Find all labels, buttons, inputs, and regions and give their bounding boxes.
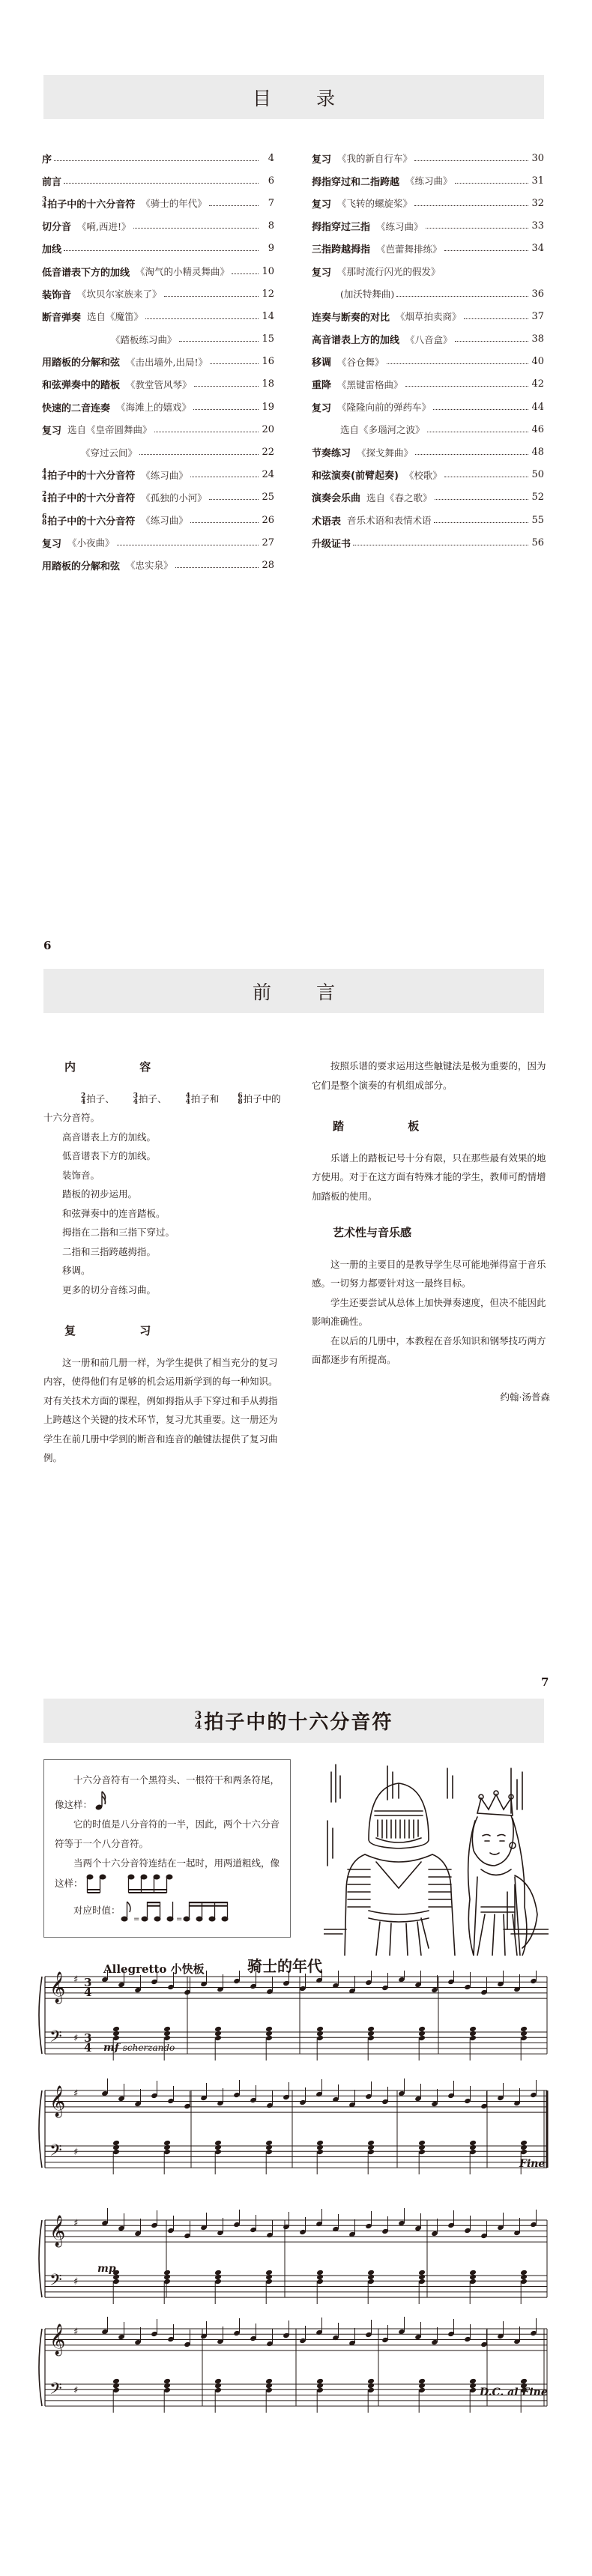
toc-entry[interactable]	[312, 396, 544, 418]
toc-entry[interactable]	[42, 373, 274, 396]
toc-subtitle: 《飞转的螺旋桨》	[337, 198, 413, 210]
toc-heading: 术语表	[312, 515, 342, 527]
time-signature-fraction: 4 4	[42, 468, 47, 482]
toc-page-number: 36	[531, 288, 544, 300]
content-list-item: 踏板的初步运用。	[62, 1188, 138, 1200]
toc-page-number: 52	[531, 492, 544, 504]
toc-heading: 连奏与断奏的对比	[312, 312, 390, 324]
dot-leader	[175, 567, 259, 568]
lesson-title-bar	[43, 1699, 544, 1743]
dot-leader	[415, 454, 528, 455]
fine-marking: Fine	[519, 2158, 546, 2170]
toc-page-number: 12	[262, 288, 274, 300]
dot-leader	[64, 250, 259, 251]
time-signature-fraction: 6 8	[42, 513, 47, 527]
dot-leader	[455, 183, 528, 184]
toc-subtitle: 《我的新自行车》	[337, 153, 413, 165]
dot-leader	[139, 454, 259, 455]
toc-page-number: 38	[531, 333, 544, 345]
dot-leader	[210, 363, 259, 364]
sheet-music-score	[37, 1971, 555, 2435]
toc-entry[interactable]	[312, 192, 544, 214]
toc-heading: 序	[42, 154, 52, 166]
knight-princess-illustration	[324, 1757, 549, 1956]
toc-heading: 拇指穿过和二指跨越	[312, 176, 400, 188]
toc-subtitle: 《校歌》	[404, 469, 442, 481]
svg-text:𝄞: 𝄞	[49, 2216, 66, 2246]
toc-entry[interactable]	[312, 441, 544, 463]
svg-text:♯: ♯	[73, 2326, 79, 2338]
toc-page-number: 6	[268, 175, 274, 187]
toc-page-number: 46	[531, 423, 544, 435]
toc-page-number: 9	[268, 243, 274, 255]
toc-entry[interactable]	[312, 509, 544, 531]
svg-text:3: 3	[84, 1976, 92, 1989]
toc-heading: 高音谱表上方的加线	[312, 335, 400, 347]
toc-heading: 加线	[42, 244, 62, 256]
dc-al-fine-marking: D.C. al Fine	[480, 2386, 548, 2398]
svg-text:3: 3	[84, 2031, 92, 2045]
toc-heading: 复习	[312, 402, 332, 414]
toc-subtitle: 《黑键雷格曲》	[337, 378, 403, 390]
toc-heading: 复习	[312, 154, 332, 166]
toc-heading: 节奏练习	[312, 448, 351, 460]
artistry-paragraph-1: 这一册的主要目的是教导学生尽可能地弹得富于音乐感。一切努力都要针对这一最终目标。	[312, 1258, 546, 1289]
toc-heading: 和弦弹奏中的踏板	[42, 380, 121, 392]
content-list-item: 更多的切分音练习曲。	[62, 1284, 157, 1295]
svg-text:♯: ♯	[73, 2218, 79, 2229]
toc-subtitle: 《练习曲》	[141, 515, 188, 527]
content-first-line: 2 4 拍子、 3 4 拍子、 4 4 拍子和 6 8 拍子中的十六分音符。	[43, 1092, 281, 1123]
dot-leader	[405, 386, 528, 387]
dot-leader	[209, 499, 259, 500]
toc-entry[interactable]	[312, 260, 544, 282]
dot-leader	[464, 318, 528, 319]
review-paragraph: 这一册和前几册一样，为学生提供了相当充分的复习内容，使得他们有足够的机会运用新学到的每一种知识。对有关技术方面的课程，例如拇指从手下穿过和手从拇指上跨越这个关键的技术环节，复习尤其重要。这一册还为学生在前几册中学到的断音和连音的触键法提供了复习曲例。	[43, 1356, 278, 1463]
artistry-paragraph-3: 在以后的几册中，本教程在音乐知识和钢琴技巧两方面都逐步有所提高。	[312, 1334, 546, 1365]
toc-heading: 断音弹奏	[42, 312, 82, 324]
time-signature-fraction: 6 8	[238, 1092, 243, 1106]
toc-subtitle: 《探戈舞曲》	[357, 447, 414, 459]
toc-subtitle: 选自《皇帝圆舞曲》	[67, 424, 152, 436]
toc-subtitle: 《练习曲》	[141, 469, 188, 481]
dot-leader	[455, 341, 528, 342]
toc-page-number: 30	[531, 152, 544, 164]
toc-heading: 拇指穿过三指	[312, 222, 371, 234]
toc-entry[interactable]	[312, 238, 544, 260]
content-list-item: 和弦弹奏中的连音踏板。	[62, 1207, 166, 1219]
dot-leader	[434, 522, 528, 523]
toc-entry[interactable]	[312, 486, 544, 509]
toc-entry[interactable]	[42, 238, 274, 260]
info-p3: 当两个十六分音符连结在一起时，用两道粗线，像这样：	[55, 1854, 281, 1894]
dynamic-mp: mp	[97, 2263, 116, 2275]
toc-page-number: 4	[268, 152, 274, 164]
toc-subtitle: 《教堂管风琴》	[126, 378, 192, 390]
toc-page-number: 27	[262, 536, 274, 548]
toc-subtitle: 音乐术语和表情术语	[347, 515, 432, 527]
equivalence-label: 对应时值：	[73, 1905, 121, 1916]
toc-page-number: 24	[262, 469, 274, 481]
svg-text:=: =	[175, 1915, 182, 1923]
page-number: 7	[541, 1675, 549, 1689]
toc-page-number: 25	[262, 492, 274, 504]
toc-entry[interactable]	[42, 328, 274, 351]
dot-leader	[179, 341, 259, 342]
toc-page-number: 15	[262, 333, 274, 345]
toc-entry[interactable]	[312, 169, 544, 192]
toc-subtitle: 《坎贝尔家族来了》	[77, 288, 162, 300]
beamed-sixteenths-icon	[86, 1873, 176, 1894]
toc-entry[interactable]	[42, 305, 274, 327]
toc-heading: 拍子中的十六分音符	[47, 515, 136, 527]
svg-text:𝄢: 𝄢	[49, 2141, 62, 2164]
toc-page-number: 34	[531, 243, 544, 255]
toc-entry[interactable]	[312, 351, 544, 373]
toc-entry[interactable]	[312, 282, 544, 305]
toc-heading: 快速的二音连奏	[42, 402, 111, 414]
toc-heading: 演奏会乐曲	[312, 493, 361, 505]
toc-entry[interactable]	[312, 215, 544, 238]
toc-entry[interactable]	[42, 260, 274, 282]
dot-leader	[433, 409, 528, 410]
toc-subtitle: 《那时流行闪光的假发》	[337, 266, 441, 278]
preface-right-column	[312, 1049, 550, 1406]
toc-heading: 复习	[312, 199, 332, 211]
dot-leader	[193, 409, 259, 410]
toc-subtitle: 选自《多瑙河之波》	[340, 424, 425, 436]
toc-subtitle: 《忠实泉》	[126, 560, 173, 572]
toc-entry[interactable]	[312, 418, 544, 441]
toc-entry[interactable]	[312, 464, 544, 486]
toc-page-number: 31	[531, 175, 544, 187]
toc-subtitle: 《踏板练习曲》	[111, 333, 177, 345]
svg-text:♯: ♯	[73, 2385, 79, 2396]
svg-text:𝄢: 𝄢	[49, 2028, 62, 2050]
toc-heading: 前言	[42, 176, 62, 188]
toc-subtitle: 《穿过云间》	[81, 447, 138, 459]
dot-leader	[414, 160, 528, 161]
toc-entry[interactable]	[42, 215, 274, 238]
svg-text:𝄢: 𝄢	[49, 2271, 62, 2294]
toc-page-number: 44	[531, 401, 544, 413]
toc-subtitle: 《谷仓舞》	[337, 356, 384, 368]
toc-heading: 用踏板的分解和弦	[42, 357, 121, 369]
dynamic-mf: mf scherzando	[103, 2042, 175, 2054]
dot-leader	[164, 296, 259, 297]
toc-subtitle: 《嗬,西进!》	[77, 220, 131, 232]
toc-heading: 重降	[312, 380, 332, 392]
svg-text:𝄞: 𝄞	[49, 2324, 66, 2355]
dot-leader	[426, 228, 528, 229]
lesson-title: 拍子中的十六分音符	[204, 1711, 393, 1734]
toc-entry[interactable]	[42, 192, 274, 214]
signature: 约翰·汤普森	[500, 1391, 550, 1403]
toc-subtitle: 《海滩上的嬉戏》	[116, 402, 192, 414]
toc-entry[interactable]	[42, 169, 274, 192]
toc-heading: 拍子中的十六分音符	[47, 199, 136, 211]
toc-heading: 移调	[312, 357, 332, 369]
time-signature-fraction: 3 4	[42, 196, 47, 211]
artistry-paragraph-2: 学生还要尝试从总体上加快弹奏速度，但决不能因此影响准确性。	[312, 1296, 546, 1327]
time-signature-fraction: 3 4	[194, 1709, 202, 1732]
toc-page-number: 48	[531, 447, 544, 459]
dot-leader	[209, 205, 259, 206]
toc-right-column	[312, 147, 544, 554]
dot-leader	[414, 205, 528, 206]
preface-left-column	[43, 1049, 282, 1468]
toc-page-number: 16	[262, 356, 274, 368]
dot-leader	[435, 499, 528, 500]
svg-text:4: 4	[84, 1986, 92, 1999]
toc-subtitle: 《八音盒》	[405, 333, 453, 345]
dot-leader	[396, 296, 528, 297]
toc-title-bar	[43, 75, 544, 119]
toc-heading: 用踏板的分解和弦	[42, 560, 121, 572]
toc-page-number: 32	[531, 197, 544, 209]
info-p2: 它的时值是八分音符的一半，因此，两个十六分音符等于一个八分音符。	[55, 1818, 280, 1849]
svg-text:𝄞: 𝄞	[49, 2086, 66, 2117]
toc-subtitle: 《击出墙外,出局!》	[126, 356, 208, 368]
time-signature-fraction: 3 4	[133, 1092, 139, 1106]
toc-entry[interactable]	[312, 147, 544, 169]
section-heading-review: 复 习	[64, 1324, 181, 1337]
toc-heading: 复习	[42, 425, 62, 437]
svg-text:𝄢: 𝄢	[49, 2380, 62, 2402]
dot-leader	[133, 228, 259, 229]
toc-page-number: 56	[531, 536, 544, 548]
toc-heading: 装饰音	[42, 289, 72, 301]
toc-subtitle: 《小夜曲》	[67, 537, 115, 549]
toc-page-number: 37	[531, 310, 544, 322]
toc-entry[interactable]	[42, 531, 274, 554]
info-box	[43, 1759, 291, 1938]
toc-heading: 升级证书	[312, 538, 351, 550]
toc-heading: 低音谱表下方的加线	[42, 267, 130, 279]
svg-text:♯: ♯	[73, 2276, 79, 2288]
content-list-item: 装饰音。	[62, 1169, 100, 1181]
toc-page-number: 18	[262, 378, 274, 390]
toc-subtitle: (加沃特舞曲)	[340, 288, 395, 300]
dot-leader	[190, 522, 259, 523]
toc-page-number: 19	[262, 401, 274, 413]
toc-entry[interactable]	[312, 531, 544, 554]
section-heading-pedal: 踏 板	[333, 1119, 450, 1133]
toc-entry[interactable]	[42, 509, 274, 531]
toc-page-number: 22	[262, 447, 274, 459]
toc-subtitle: 《练习曲》	[405, 175, 453, 187]
dot-leader	[444, 250, 528, 251]
svg-text:♯: ♯	[73, 2088, 79, 2099]
time-signature-fraction: 2 4	[81, 1092, 86, 1106]
toc-subtitle: 《淘气的小精灵舞曲》	[136, 266, 230, 278]
preface-title: 前 言	[253, 981, 354, 1003]
touch-paragraph: 按照乐谱的要求运用这些触键法是极为重要的，因为它们是整个演奏的有机组成部分。	[312, 1060, 546, 1091]
toc-heading: 拍子中的十六分音符	[47, 471, 136, 483]
dot-leader	[232, 273, 259, 274]
note-value-equivalence-icon	[121, 1899, 233, 1923]
time-signature-fraction: 4 4	[185, 1092, 190, 1106]
page-number: 6	[43, 939, 52, 952]
toc-title: 目 录	[253, 87, 354, 109]
toc-entry[interactable]	[42, 147, 274, 169]
toc-entry[interactable]	[42, 554, 274, 576]
toc-heading: 复习	[312, 267, 332, 279]
toc-subtitle: 《练习曲》	[376, 220, 423, 232]
toc-entry[interactable]	[42, 396, 274, 418]
info-p1: 十六分音符有一个黑符头、一根符干和两条符尾，像这样：	[55, 1774, 280, 1810]
dot-leader	[54, 160, 259, 161]
toc-page-number: 8	[268, 220, 274, 232]
toc-entry[interactable]	[42, 351, 274, 373]
content-list-item: 二指和三指跨越拇指。	[62, 1245, 157, 1257]
toc-entry[interactable]	[42, 464, 274, 486]
toc-heading: 切分音	[42, 222, 72, 234]
sixteenth-note-icon	[95, 1790, 107, 1811]
song-title: 骑士的年代	[247, 1957, 322, 1975]
content-list-item: 高音谱表上方的加线。	[62, 1131, 157, 1143]
svg-text:♯: ♯	[73, 1974, 79, 1986]
toc-page-number: 28	[262, 559, 274, 571]
toc-page-number: 33	[531, 220, 544, 232]
dot-leader	[387, 363, 528, 364]
section-heading-artistry: 艺术性与音乐感	[333, 1226, 412, 1239]
toc-entry[interactable]	[42, 441, 274, 463]
toc-entry[interactable]	[312, 305, 544, 327]
svg-text:♯: ♯	[73, 2033, 79, 2044]
content-list-item: 移调。	[62, 1265, 91, 1276]
toc-entry[interactable]	[42, 418, 274, 441]
equivalence-row	[55, 1899, 281, 1923]
toc-page-number: 26	[262, 514, 274, 526]
pedal-paragraph: 乐谱上的踏板记号十分有限，只在那些最有效果的地方使用。对于在这方面有特殊才能的学生，教师可酌情增加踏板的使用。	[312, 1152, 546, 1202]
content-list-item: 低音谱表下方的加线。	[62, 1150, 157, 1161]
toc-heading: 三指跨越拇指	[312, 244, 371, 256]
toc-entry[interactable]	[42, 282, 274, 305]
time-signature-fraction: 2 4	[42, 490, 47, 504]
content-list	[43, 1128, 282, 1300]
toc-heading: 拍子中的十六分音符	[47, 493, 136, 505]
toc-subtitle: 《隆隆向前的弹药车》	[337, 402, 432, 414]
toc-page-number: 42	[531, 378, 544, 390]
toc-page-number: 14	[262, 310, 274, 322]
svg-text:𝄞: 𝄞	[49, 1972, 66, 2003]
section-heading-content: 内 容	[64, 1060, 181, 1074]
toc-page-number: 40	[531, 356, 544, 368]
toc-page-number: 7	[268, 197, 274, 209]
dot-leader	[64, 183, 259, 184]
toc-page-number: 55	[531, 514, 544, 526]
preface-title-bar	[43, 969, 544, 1013]
toc-entry[interactable]	[312, 328, 544, 351]
svg-text:=: =	[133, 1915, 139, 1923]
toc-subtitle: 《芭蕾舞排练》	[376, 243, 442, 255]
toc-heading: 和弦演奏(前臂起奏)	[312, 471, 399, 483]
toc-page-number: 50	[531, 469, 544, 481]
toc-entry[interactable]	[42, 486, 274, 509]
toc-subtitle: 《烟草拍卖商》	[396, 311, 462, 323]
toc-left-column	[42, 147, 274, 577]
toc-subtitle: 《孤独的小河》	[141, 492, 207, 504]
toc-subtitle: 选自《魔笛》	[87, 311, 144, 323]
toc-page-number: 20	[262, 423, 274, 435]
dot-leader	[145, 318, 259, 319]
toc-subtitle: 《骑士的年代》	[141, 198, 207, 210]
toc-heading: 复习	[42, 538, 62, 550]
content-list-item: 拇指在二指和三指下穿过。	[62, 1227, 175, 1238]
tempo-marking: Allegretto 小快板	[103, 1962, 205, 1976]
dot-leader	[194, 386, 259, 387]
toc-subtitle: 选自《春之歌》	[366, 492, 432, 504]
toc-entry[interactable]	[312, 373, 544, 396]
svg-text:♯: ♯	[73, 2147, 79, 2158]
toc-page-number: 10	[262, 265, 274, 277]
svg-text:4: 4	[84, 2041, 92, 2055]
